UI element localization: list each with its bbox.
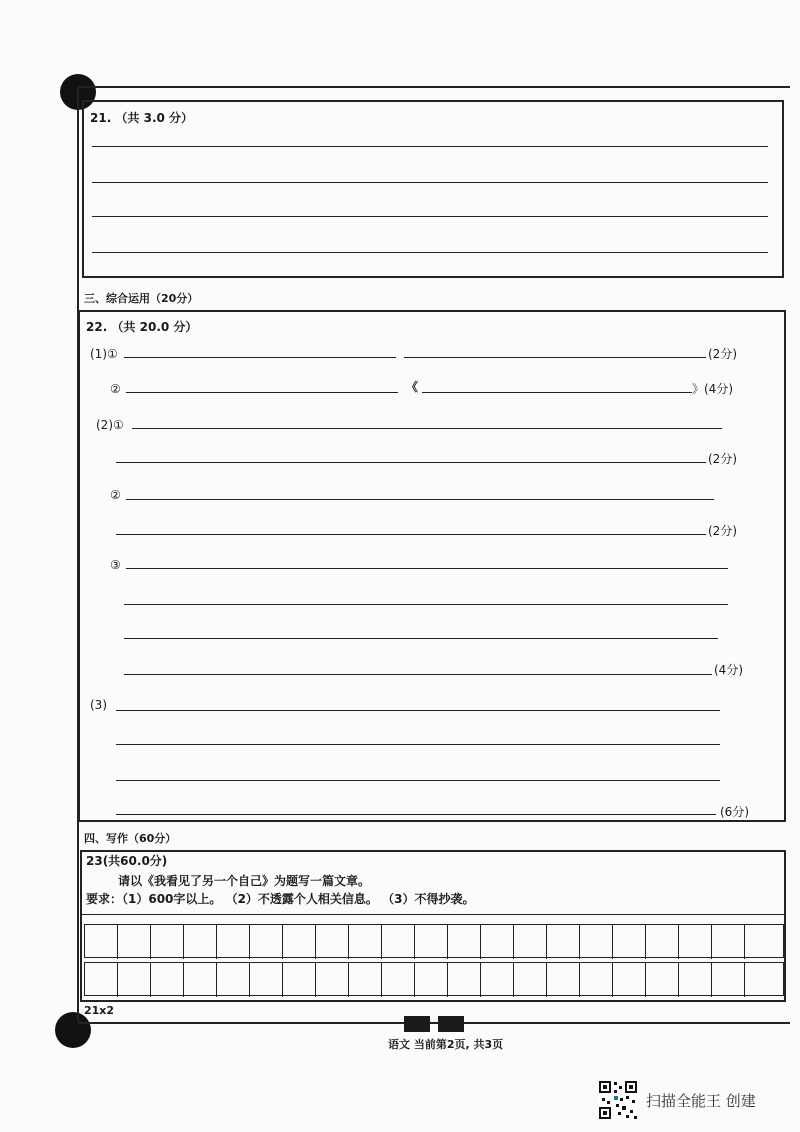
q22-answer-box <box>78 310 786 822</box>
grid-cell[interactable] <box>646 963 679 997</box>
answer-line[interactable] <box>124 674 712 675</box>
q22-p1-2-label: ② <box>110 382 121 396</box>
answer-line[interactable] <box>126 499 714 500</box>
answer-line[interactable] <box>92 146 768 147</box>
grid-cell[interactable] <box>382 963 415 997</box>
grid-cell[interactable] <box>349 963 382 997</box>
answer-line[interactable] <box>116 814 716 815</box>
grid-cell[interactable] <box>250 925 283 959</box>
grid-cell[interactable] <box>448 963 481 997</box>
answer-line[interactable] <box>132 428 722 429</box>
grid-cell[interactable] <box>679 963 712 997</box>
grid-cell[interactable] <box>712 925 745 959</box>
grid-cell[interactable] <box>316 963 349 997</box>
q22-p1-1-score: (2分) <box>708 347 737 361</box>
grid-cell[interactable] <box>580 925 613 959</box>
grid-cell[interactable] <box>217 925 250 959</box>
grid-cell[interactable] <box>415 925 448 959</box>
grid-cell[interactable] <box>316 925 349 959</box>
grid-cell[interactable] <box>151 925 184 959</box>
footer-code: 21x2 <box>84 1004 115 1017</box>
answer-line[interactable] <box>116 710 720 711</box>
grid-cell[interactable] <box>646 925 679 959</box>
q22-header: 22. （共 20.0 分） <box>86 320 198 334</box>
answer-line[interactable] <box>116 462 706 463</box>
grid-cell[interactable] <box>349 925 382 959</box>
bottom-border-line <box>78 1022 790 1024</box>
q23-header: 23(共60.0分) <box>86 854 168 868</box>
qr-code-icon <box>598 1080 638 1120</box>
grid-cell[interactable] <box>481 963 514 997</box>
answer-line[interactable] <box>124 604 728 605</box>
footer-page-info: 语文 当前第2页, 共3页 <box>388 1038 504 1051</box>
grid-cell[interactable] <box>547 925 580 959</box>
answer-line[interactable] <box>126 392 398 393</box>
grid-cell[interactable] <box>184 925 217 959</box>
grid-cell[interactable] <box>745 963 778 997</box>
timing-mark <box>438 1016 464 1032</box>
grid-cell[interactable] <box>217 963 250 997</box>
q22-p1-1-label: (1)① <box>90 347 118 361</box>
q23-prompt: 请以《我看见了另一个自己》为题写一篇文章。 <box>118 874 371 888</box>
grid-cell[interactable] <box>283 963 316 997</box>
grid-cell[interactable] <box>250 963 283 997</box>
q22-p2-3-label: ③ <box>110 558 121 572</box>
answer-line[interactable] <box>404 357 706 358</box>
grid-cell[interactable] <box>580 963 613 997</box>
answer-line[interactable] <box>116 534 706 535</box>
grid-cell[interactable] <box>118 925 151 959</box>
q22-p2-2-score: (2分) <box>708 524 737 538</box>
grid-cell[interactable] <box>679 925 712 959</box>
answer-line[interactable] <box>92 252 768 253</box>
q22-p3-score: (6分) <box>720 805 749 819</box>
answer-line[interactable] <box>422 392 692 393</box>
answer-line[interactable] <box>124 638 718 639</box>
grid-cell[interactable] <box>745 925 778 959</box>
q22-p3-label: (3) <box>90 698 107 712</box>
answer-line[interactable] <box>92 216 768 217</box>
section4-title: 四、写作（60分） <box>84 832 177 845</box>
grid-cell[interactable] <box>514 925 547 959</box>
grid-cell[interactable] <box>283 925 316 959</box>
answer-line[interactable] <box>126 568 728 569</box>
q22-p2-2-label: ② <box>110 488 121 502</box>
section3-title: 三、综合运用（20分） <box>84 292 199 305</box>
grid-cell[interactable] <box>481 925 514 959</box>
grid-cell[interactable] <box>151 963 184 997</box>
q23-writing-box <box>80 850 786 1002</box>
q22-p1-2-open: 《 <box>406 380 419 394</box>
grid-cell[interactable] <box>85 963 118 997</box>
q22-p2-1-score: (2分) <box>708 452 737 466</box>
q22-p2-1-label: (2)① <box>96 418 124 432</box>
writing-grid-row[interactable] <box>84 962 784 996</box>
answer-line[interactable] <box>116 780 720 781</box>
grid-cell[interactable] <box>118 963 151 997</box>
grid-cell[interactable] <box>712 963 745 997</box>
answer-line[interactable] <box>116 744 720 745</box>
divider <box>82 914 784 915</box>
answer-line[interactable] <box>92 182 768 183</box>
grid-cell[interactable] <box>184 963 217 997</box>
q22-p1-2-close: 》(4分) <box>692 382 733 396</box>
timing-mark <box>404 1016 430 1032</box>
grid-cell[interactable] <box>514 963 547 997</box>
grid-cell[interactable] <box>415 963 448 997</box>
grid-cell[interactable] <box>448 925 481 959</box>
grid-cell[interactable] <box>613 963 646 997</box>
top-border-line <box>78 86 790 88</box>
q23-requirements: 要求：（1）600字以上。 （2）不透露个人相关信息。 （3）不得抄袭。 <box>86 892 475 906</box>
grid-cell[interactable] <box>382 925 415 959</box>
watermark-text: 扫描全能王 创建 <box>646 1092 756 1110</box>
q21-answer-box <box>82 100 784 278</box>
grid-cell[interactable] <box>613 925 646 959</box>
grid-cell[interactable] <box>85 925 118 959</box>
writing-grid-row[interactable] <box>84 924 784 958</box>
answer-line[interactable] <box>124 357 396 358</box>
q22-p2-3-score: (4分) <box>714 663 743 677</box>
grid-cell[interactable] <box>547 963 580 997</box>
q21-header: 21. （共 3.0 分） <box>90 111 194 125</box>
